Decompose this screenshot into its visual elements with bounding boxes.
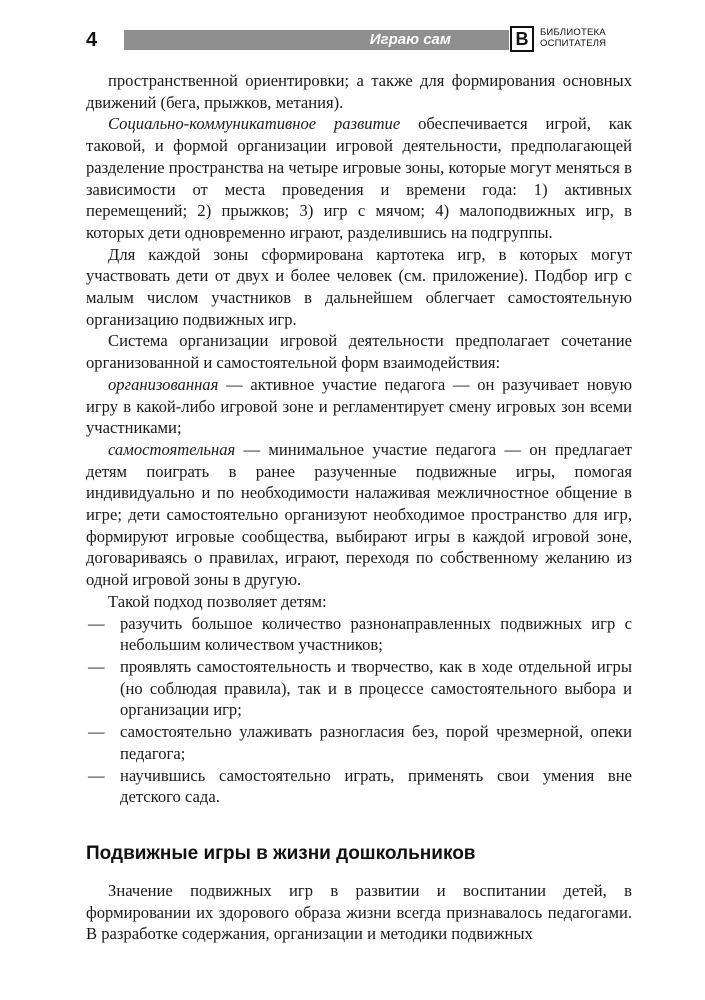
term-social-communicative: Социально-коммуникативное развитие xyxy=(108,114,401,134)
paragraph-4: Система организации игровой деятельности предполагает сочетание организованной и самостоятельной форм взаимодействия: xyxy=(86,331,632,373)
list-item-text: разучить большое количество разнонаправленных подвижных игр с небольшим количеством участников; xyxy=(120,613,632,655)
page-header xyxy=(86,27,632,54)
list-item xyxy=(86,721,632,764)
section-heading: Подвижные игры в жизни дошкольников xyxy=(86,842,476,864)
paragraph-6-text: — минимальное участие педагога — он предлагает детям поиграть в ранее разученные подвижные игры, помогая индивидуально и по необходимости налаживая межличностное общение в игре; дети самостоятельно организуют необходимое пространство для игр, формируют игровые сообщества, выбирают игры в каждой игровой зоне, договариваясь о правилах, играют, переходя по собственному желанию из одной игровой зоны в другую. xyxy=(86,439,632,590)
paragraph-6 xyxy=(86,439,632,591)
list-item-text: проявлять самостоятельность и творчество, как в ходе отдельной игры (но соблюдая правила), так и в процессе самостоятельного выбора и организации игр; xyxy=(120,656,632,720)
logo-letter: В xyxy=(510,26,534,52)
benefits-list xyxy=(86,613,632,808)
term-independent: самостоятельная xyxy=(108,439,236,459)
page-number: 4 xyxy=(86,29,98,51)
list-dash: — xyxy=(88,613,105,633)
list-dash: — xyxy=(88,656,105,676)
paragraph-3: Для каждой зоны сформирована картотека игр, в которых могут участвовать дети от двух и более человек (см. приложение). Подбор игр с малым числом участников в дальнейшем облегчает самостоятельную организацию подвижных игр. xyxy=(86,244,632,329)
paragraph-1: пространственной ориентировки; а также для формирования основных движений (бега, прыжков, метания). xyxy=(86,71,632,112)
term-organized: организованная xyxy=(108,374,219,394)
list-dash: — xyxy=(88,722,105,742)
logo-line-2: ОСПИТАТЕЛЯ xyxy=(540,38,607,49)
library-logo xyxy=(510,26,632,54)
list-item xyxy=(86,656,632,721)
section-title-bar: Играю сам xyxy=(124,30,509,50)
list-dash: — xyxy=(88,765,105,785)
list-item xyxy=(86,613,632,656)
paragraph-2-text: обеспечивается игрой, как таковой, и формой организации игровой деятельности, предполагающей разделение пространства на четыре игровые зоны, которые могут меняться в зависимости от места проведения и времени года: 1) активных перемещений; 2) прыжков; 3) игр с мячом; 4) малоподвижных игр, в которых дети одновременно играют, разделившись на подгруппы. xyxy=(86,114,632,242)
list-item-text: научившись самостоятельно играть, применять свои умения вне детского сада. xyxy=(120,765,632,807)
paragraph-5-text: — активное участие педагога — он разучивает новую игру в какой-либо игровой зоне и регламентирует смену игровых зон всеми участниками; xyxy=(86,374,632,438)
paragraph-7: Такой подход позволяет детям: xyxy=(108,591,327,611)
list-item-text: самостоятельно улаживать разногласия без, порой чрезмерной, опеки педагога; xyxy=(120,722,632,763)
paragraph-8: Значение подвижных игр в развитии и воспитании детей, в формировании их здорового образа жизни всегда признавалось педагогами. В разработке содержания, организации и методики подвижных xyxy=(86,880,632,944)
paragraph-5 xyxy=(86,374,632,439)
paragraph-2 xyxy=(86,113,632,243)
logo-text xyxy=(540,27,606,49)
list-item xyxy=(86,765,632,808)
page-body xyxy=(86,70,632,945)
logo-line-1: БИБЛИОТЕКА xyxy=(540,27,606,38)
